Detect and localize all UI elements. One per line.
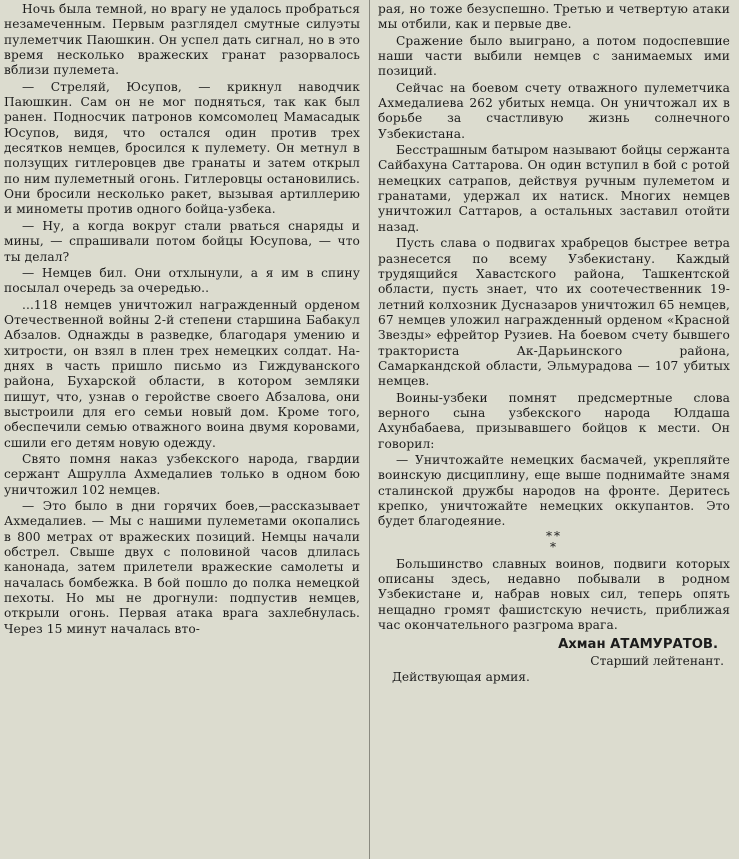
paragraph: — Стреляй, Юсупов, — крикнул наводчик Паюшкин. Сам он не мог подняться, так как был ранен. Подносчик патронов комсомолец Мамасадык Юсупов, видя, что остался один против трех десятков немцев, бросился к пулемету. Он метнул в ползущих гитлеровцев две гранаты и затем открыл по ним пулеметный огонь. Гитлеровцы остановились. Они бросили несколько ракет, вызывая артиллерию и минометы против одного бойца-узбека.: [4, 79, 360, 217]
paragraph: Бесстрашным батыром называют бойцы сержанта Сайбахуна Саттарова. Он один вступил в бой с ротой немецких сатрапов, действуя ручным пулеметом и гранатами, удержал их натиск. Многих немцев уничтожил Саттаров, а остальных заставил отойти назад.: [378, 143, 730, 234]
paragraph: Ночь была темной, но врагу не удалось пробраться незамеченным. Первым разглядел смутные силуэты пулеметчик Паюшкин. Он успел дать сигнал, но в это время несколько вражеских гранат разорвалось вблизи пулемета.: [4, 2, 360, 78]
paragraph: — Немцев бил. Они отхлынули, а я им в спину посылал очередь за очередью..: [4, 265, 360, 296]
paragraph-continuation: рая, но тоже безуспешно. Третью и четвертую атаки мы отбили, как и первые две.: [378, 2, 730, 32]
section-separator: ** *: [546, 528, 562, 554]
closing-paragraph: Большинство славных воинов, подвиги которых описаны здесь, недавно побывали в родном Узбекистане и, набрав новых сил, теперь опять нещадно громят фашистскую нечисть, приближая час окончательного разгрома врага.: [378, 556, 730, 633]
column-divider: [369, 0, 370, 859]
quote-paragraph: — Уничтожайте немецких басмачей, укрепляйте воинскую дисциплину, еще выше поднимайте знамя сталинской дружбы народов на фронте. Деритесь крепко, уничтожайте немецких оккупантов. Это будет благодеяние.: [378, 452, 730, 529]
author-rank: Старший лейтенант.: [590, 654, 724, 669]
left-column: [4, 2, 360, 637]
right-column: [378, 2, 730, 685]
paragraph: — Ну, а когда вокруг стали рваться снаряды и мины, — спрашивали потом бойцы Юсупова, — что ты делал?: [4, 218, 360, 264]
paragraph: Сейчас на боевом счету отважного пулеметчика Ахмедалиева 262 убитых немца. Он уничтожал их в борьбе за счастливую жизнь солнечного Узбекистана.: [378, 80, 730, 141]
paragraph: Сражение было выиграно, а потом подоспевшие наши части выбили немцев с занимаемых ими позиций.: [378, 33, 730, 79]
author-unit: Действующая армия.: [392, 670, 530, 685]
paragraph: Пусть слава о подвигах храбрецов быстрее ветра разнесется по всему Узбекистану. Каждый трудящийся Хавастского района, Ташкентской области, пусть знает, что их соотечественник 19-летний колхозник Дусназаров уничтожил 65 немцев, 67 немцев уложил награжденный орденом «Красной Звезды» ефрейтор Рузиев. На боевом счету бывшего тракториста Ак-Дарьинского района, Самаркандской области, Эльмурадова — 107 убитых немцев.: [378, 236, 730, 389]
paragraph: — Это было в дни горячих боев,—рассказывает Ахмедалиев. — Мы с нашими пулеметами окопались в 800 метрах от вражеских позиций. Немцы начали обстрел. Свыше двух с половиной часов длилась канонада, затем прилетели вражеские самолеты и началась бомбежка. В бой пошло до полка немецкой пехоты. Но мы не дрогнули: подпустив немцев, открыли огонь. Первая атака врага захлебнулась. Через 15 минут началась вто-: [4, 499, 360, 636]
paragraph: ...118 немцев уничтожил награжденный орденом Отечественной войны 2-й степени старшина Бабакул Абзалов. Однажды в разведке, благодаря умению и хитрости, он взял в плен трех немецких солдат. На-днях в часть пришло письмо из Гиждуванского района, Бухарской области, в котором земляки пишут, что, узнав о геройстве своего Абзалова, они выстроили для его семьи новый дом. Кроме того, обеспечили семью отважного воина двумя коровами, сшили его детям новую одежду.: [4, 297, 360, 450]
author-signature: Ахман АТАМУРАТОВ.: [558, 637, 718, 653]
paragraph: Воины-узбеки помнят предсмертные слова верного сына узбекского народа Юлдаша Ахунбабаева, призывавшего бойцов к мести. Он говорил:: [378, 390, 730, 451]
paragraph: Свято помня наказ узбекского народа, гвардии сержант Ашрулла Ахмедалиев только в одном бою уничтожил 102 немцев.: [4, 451, 360, 497]
